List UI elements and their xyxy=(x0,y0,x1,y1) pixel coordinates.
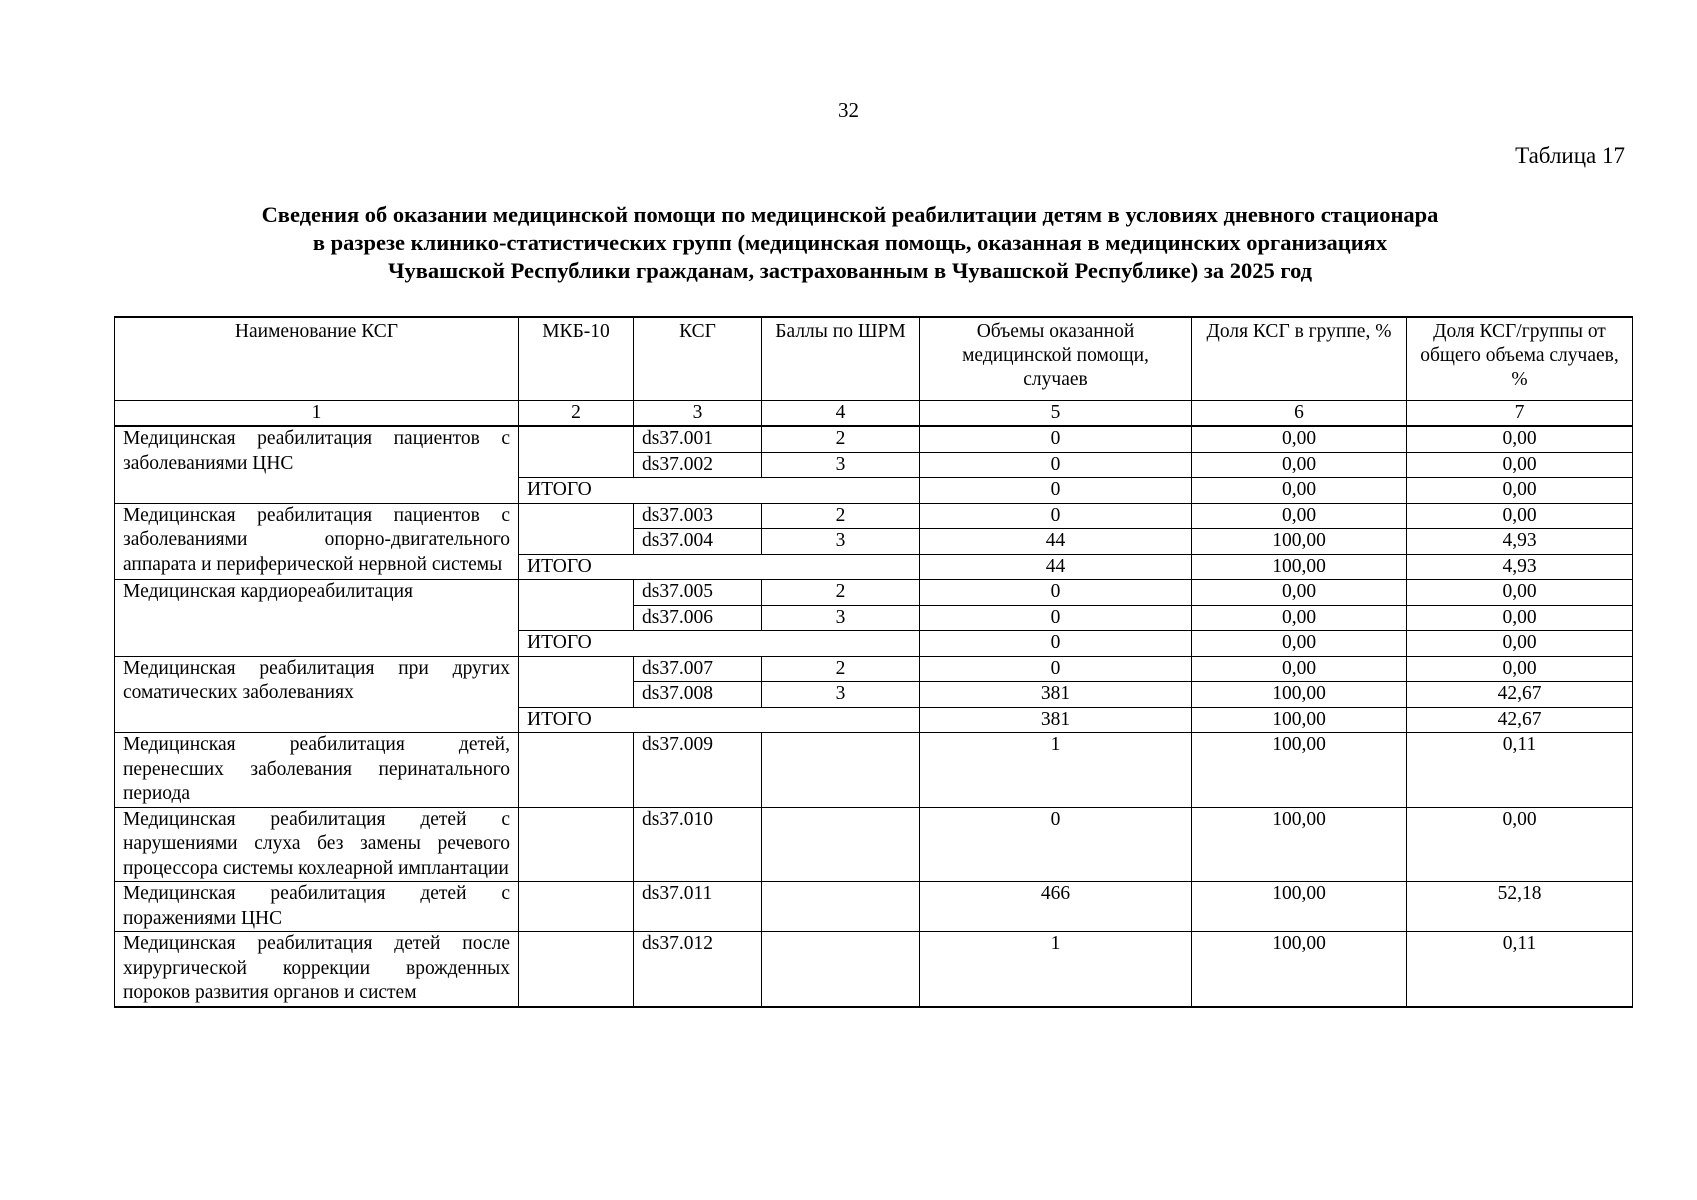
volume-cell: 0 xyxy=(920,656,1192,682)
table-row xyxy=(115,503,1633,529)
score-cell: 3 xyxy=(762,529,920,555)
column-number: 6 xyxy=(1192,401,1407,427)
icd10-cell xyxy=(519,733,634,808)
ksg-code-cell: ds37.010 xyxy=(634,807,762,882)
icd10-cell xyxy=(519,503,634,554)
volume-cell: 0 xyxy=(920,580,1192,606)
total-label: ИТОГО xyxy=(519,554,920,580)
icd10-cell xyxy=(519,807,634,882)
icd10-cell xyxy=(519,656,634,707)
total-label: ИТОГО xyxy=(519,707,920,733)
volume-cell: 0 xyxy=(920,452,1192,478)
ksg-group-name: Медицинская реабилитация пациентов с заболеваниями ЦНС xyxy=(115,426,519,503)
share-total-cell: 0,11 xyxy=(1407,932,1633,1007)
title-line: Сведения об оказании медицинской помощи по медицинской реабилитации детям в условиях дневного стационара xyxy=(261,202,1439,227)
total-share-group-cell: 100,00 xyxy=(1192,554,1407,580)
ksg-code-cell: ds37.012 xyxy=(634,932,762,1007)
ksg-group-name: Медицинская реабилитация детей, перенесших заболевания перинатального периода xyxy=(115,733,519,808)
table-row xyxy=(115,807,1633,882)
total-label: ИТОГО xyxy=(519,478,920,504)
share-total-cell: 42,67 xyxy=(1407,682,1633,708)
volume-cell: 1 xyxy=(920,932,1192,1007)
ksg-code-cell: ds37.008 xyxy=(634,682,762,708)
share-group-cell: 100,00 xyxy=(1192,882,1407,932)
total-volume-cell: 0 xyxy=(920,631,1192,657)
column-number: 4 xyxy=(762,401,920,427)
ksg-group-name: Медицинская реабилитация детей после хирургической коррекции врожденных пороков развития органов и систем xyxy=(115,932,519,1007)
header-cell-name: Наименование КСГ xyxy=(115,317,519,401)
volume-cell: 1 xyxy=(920,733,1192,808)
ksg-code-cell: ds37.004 xyxy=(634,529,762,555)
icd10-cell xyxy=(519,580,634,631)
ksg-code-cell: ds37.009 xyxy=(634,733,762,808)
title-line: в разрезе клинико-статистических групп (медицинская помощь, оказанная в медицинских организациях xyxy=(312,230,1388,255)
share-group-cell: 0,00 xyxy=(1192,426,1407,452)
document-title xyxy=(110,201,1590,285)
data-table xyxy=(114,316,1633,1008)
table-row xyxy=(115,733,1633,808)
share-group-cell: 100,00 xyxy=(1192,682,1407,708)
icd10-cell xyxy=(519,882,634,932)
share-total-cell: 0,00 xyxy=(1407,605,1633,631)
title-line: Чувашской Республики гражданам, застрахованным в Чувашской Республике) за 2025 год xyxy=(387,258,1313,283)
header-cell-score: Баллы по ШРМ xyxy=(762,317,920,401)
share-total-cell: 52,18 xyxy=(1407,882,1633,932)
column-number-row xyxy=(115,401,1633,427)
score-cell: 2 xyxy=(762,426,920,452)
ksg-code-cell: ds37.005 xyxy=(634,580,762,606)
ksg-code-cell: ds37.001 xyxy=(634,426,762,452)
share-total-cell: 0,00 xyxy=(1407,426,1633,452)
total-share-group-cell: 100,00 xyxy=(1192,707,1407,733)
header-cell-share-total: Доля КСГ/группы от общего объема случаев, % xyxy=(1407,317,1633,401)
total-share-total-cell: 0,00 xyxy=(1407,631,1633,657)
header-row xyxy=(115,317,1633,401)
volume-cell: 44 xyxy=(920,529,1192,555)
ksg-group-name: Медицинская реабилитация при других соматических заболеваниях xyxy=(115,656,519,733)
ksg-group-name: Медицинская кардиореабилитация xyxy=(115,580,519,657)
volume-cell: 381 xyxy=(920,682,1192,708)
score-cell xyxy=(762,882,920,932)
score-cell: 2 xyxy=(762,503,920,529)
ksg-code-cell: ds37.011 xyxy=(634,882,762,932)
total-share-total-cell: 0,00 xyxy=(1407,478,1633,504)
total-share-group-cell: 0,00 xyxy=(1192,631,1407,657)
score-cell xyxy=(762,733,920,808)
volume-cell: 466 xyxy=(920,882,1192,932)
total-volume-cell: 381 xyxy=(920,707,1192,733)
ksg-code-cell: ds37.007 xyxy=(634,656,762,682)
ksg-code-cell: ds37.003 xyxy=(634,503,762,529)
share-group-cell: 100,00 xyxy=(1192,529,1407,555)
total-label: ИТОГО xyxy=(519,631,920,657)
ksg-group-name: Медицинская реабилитация пациентов с заболеваниями опорно-двигательного аппарата и периферической нервной системы xyxy=(115,503,519,580)
score-cell: 3 xyxy=(762,452,920,478)
table-row xyxy=(115,656,1633,682)
score-cell: 2 xyxy=(762,656,920,682)
total-share-total-cell: 4,93 xyxy=(1407,554,1633,580)
ksg-code-cell: ds37.006 xyxy=(634,605,762,631)
score-cell xyxy=(762,807,920,882)
score-cell xyxy=(762,932,920,1007)
table-row xyxy=(115,580,1633,606)
share-total-cell: 4,93 xyxy=(1407,529,1633,555)
share-total-cell: 0,11 xyxy=(1407,733,1633,808)
icd10-cell xyxy=(519,426,634,478)
table-label: Таблица 17 xyxy=(1515,143,1625,168)
column-number: 3 xyxy=(634,401,762,427)
share-group-cell: 0,00 xyxy=(1192,605,1407,631)
header-cell-share-group: Доля КСГ в группе, % xyxy=(1192,317,1407,401)
share-total-cell: 0,00 xyxy=(1407,807,1633,882)
header-cell-volume: Объемы оказанной медицинской помощи, случаев xyxy=(920,317,1192,401)
share-group-cell: 100,00 xyxy=(1192,807,1407,882)
volume-cell: 0 xyxy=(920,503,1192,529)
share-total-cell: 0,00 xyxy=(1407,580,1633,606)
share-group-cell: 100,00 xyxy=(1192,733,1407,808)
share-total-cell: 0,00 xyxy=(1407,503,1633,529)
header-cell-icd10: МКБ-10 xyxy=(519,317,634,401)
volume-cell: 0 xyxy=(920,605,1192,631)
share-total-cell: 0,00 xyxy=(1407,656,1633,682)
page-number: 32 xyxy=(838,98,859,122)
ksg-group-name: Медицинская реабилитация детей с нарушениями слуха без замены речевого процессора системы кохлеарной имплантации xyxy=(115,807,519,882)
total-volume-cell: 0 xyxy=(920,478,1192,504)
score-cell: 3 xyxy=(762,605,920,631)
share-group-cell: 0,00 xyxy=(1192,503,1407,529)
column-number: 1 xyxy=(115,401,519,427)
column-number: 2 xyxy=(519,401,634,427)
total-volume-cell: 44 xyxy=(920,554,1192,580)
share-group-cell: 0,00 xyxy=(1192,452,1407,478)
share-total-cell: 0,00 xyxy=(1407,452,1633,478)
ksg-code-cell: ds37.002 xyxy=(634,452,762,478)
score-cell: 2 xyxy=(762,580,920,606)
table-row xyxy=(115,882,1633,932)
column-number: 7 xyxy=(1407,401,1633,427)
total-share-group-cell: 0,00 xyxy=(1192,478,1407,504)
icd10-cell xyxy=(519,932,634,1007)
column-number: 5 xyxy=(920,401,1192,427)
header-cell-ksg: КСГ xyxy=(634,317,762,401)
volume-cell: 0 xyxy=(920,426,1192,452)
share-group-cell: 0,00 xyxy=(1192,656,1407,682)
table-row xyxy=(115,426,1633,452)
share-group-cell: 100,00 xyxy=(1192,932,1407,1007)
total-share-total-cell: 42,67 xyxy=(1407,707,1633,733)
share-group-cell: 0,00 xyxy=(1192,580,1407,606)
volume-cell: 0 xyxy=(920,807,1192,882)
score-cell: 3 xyxy=(762,682,920,708)
ksg-group-name: Медицинская реабилитация детей с поражениями ЦНС xyxy=(115,882,519,932)
table-row xyxy=(115,932,1633,1007)
